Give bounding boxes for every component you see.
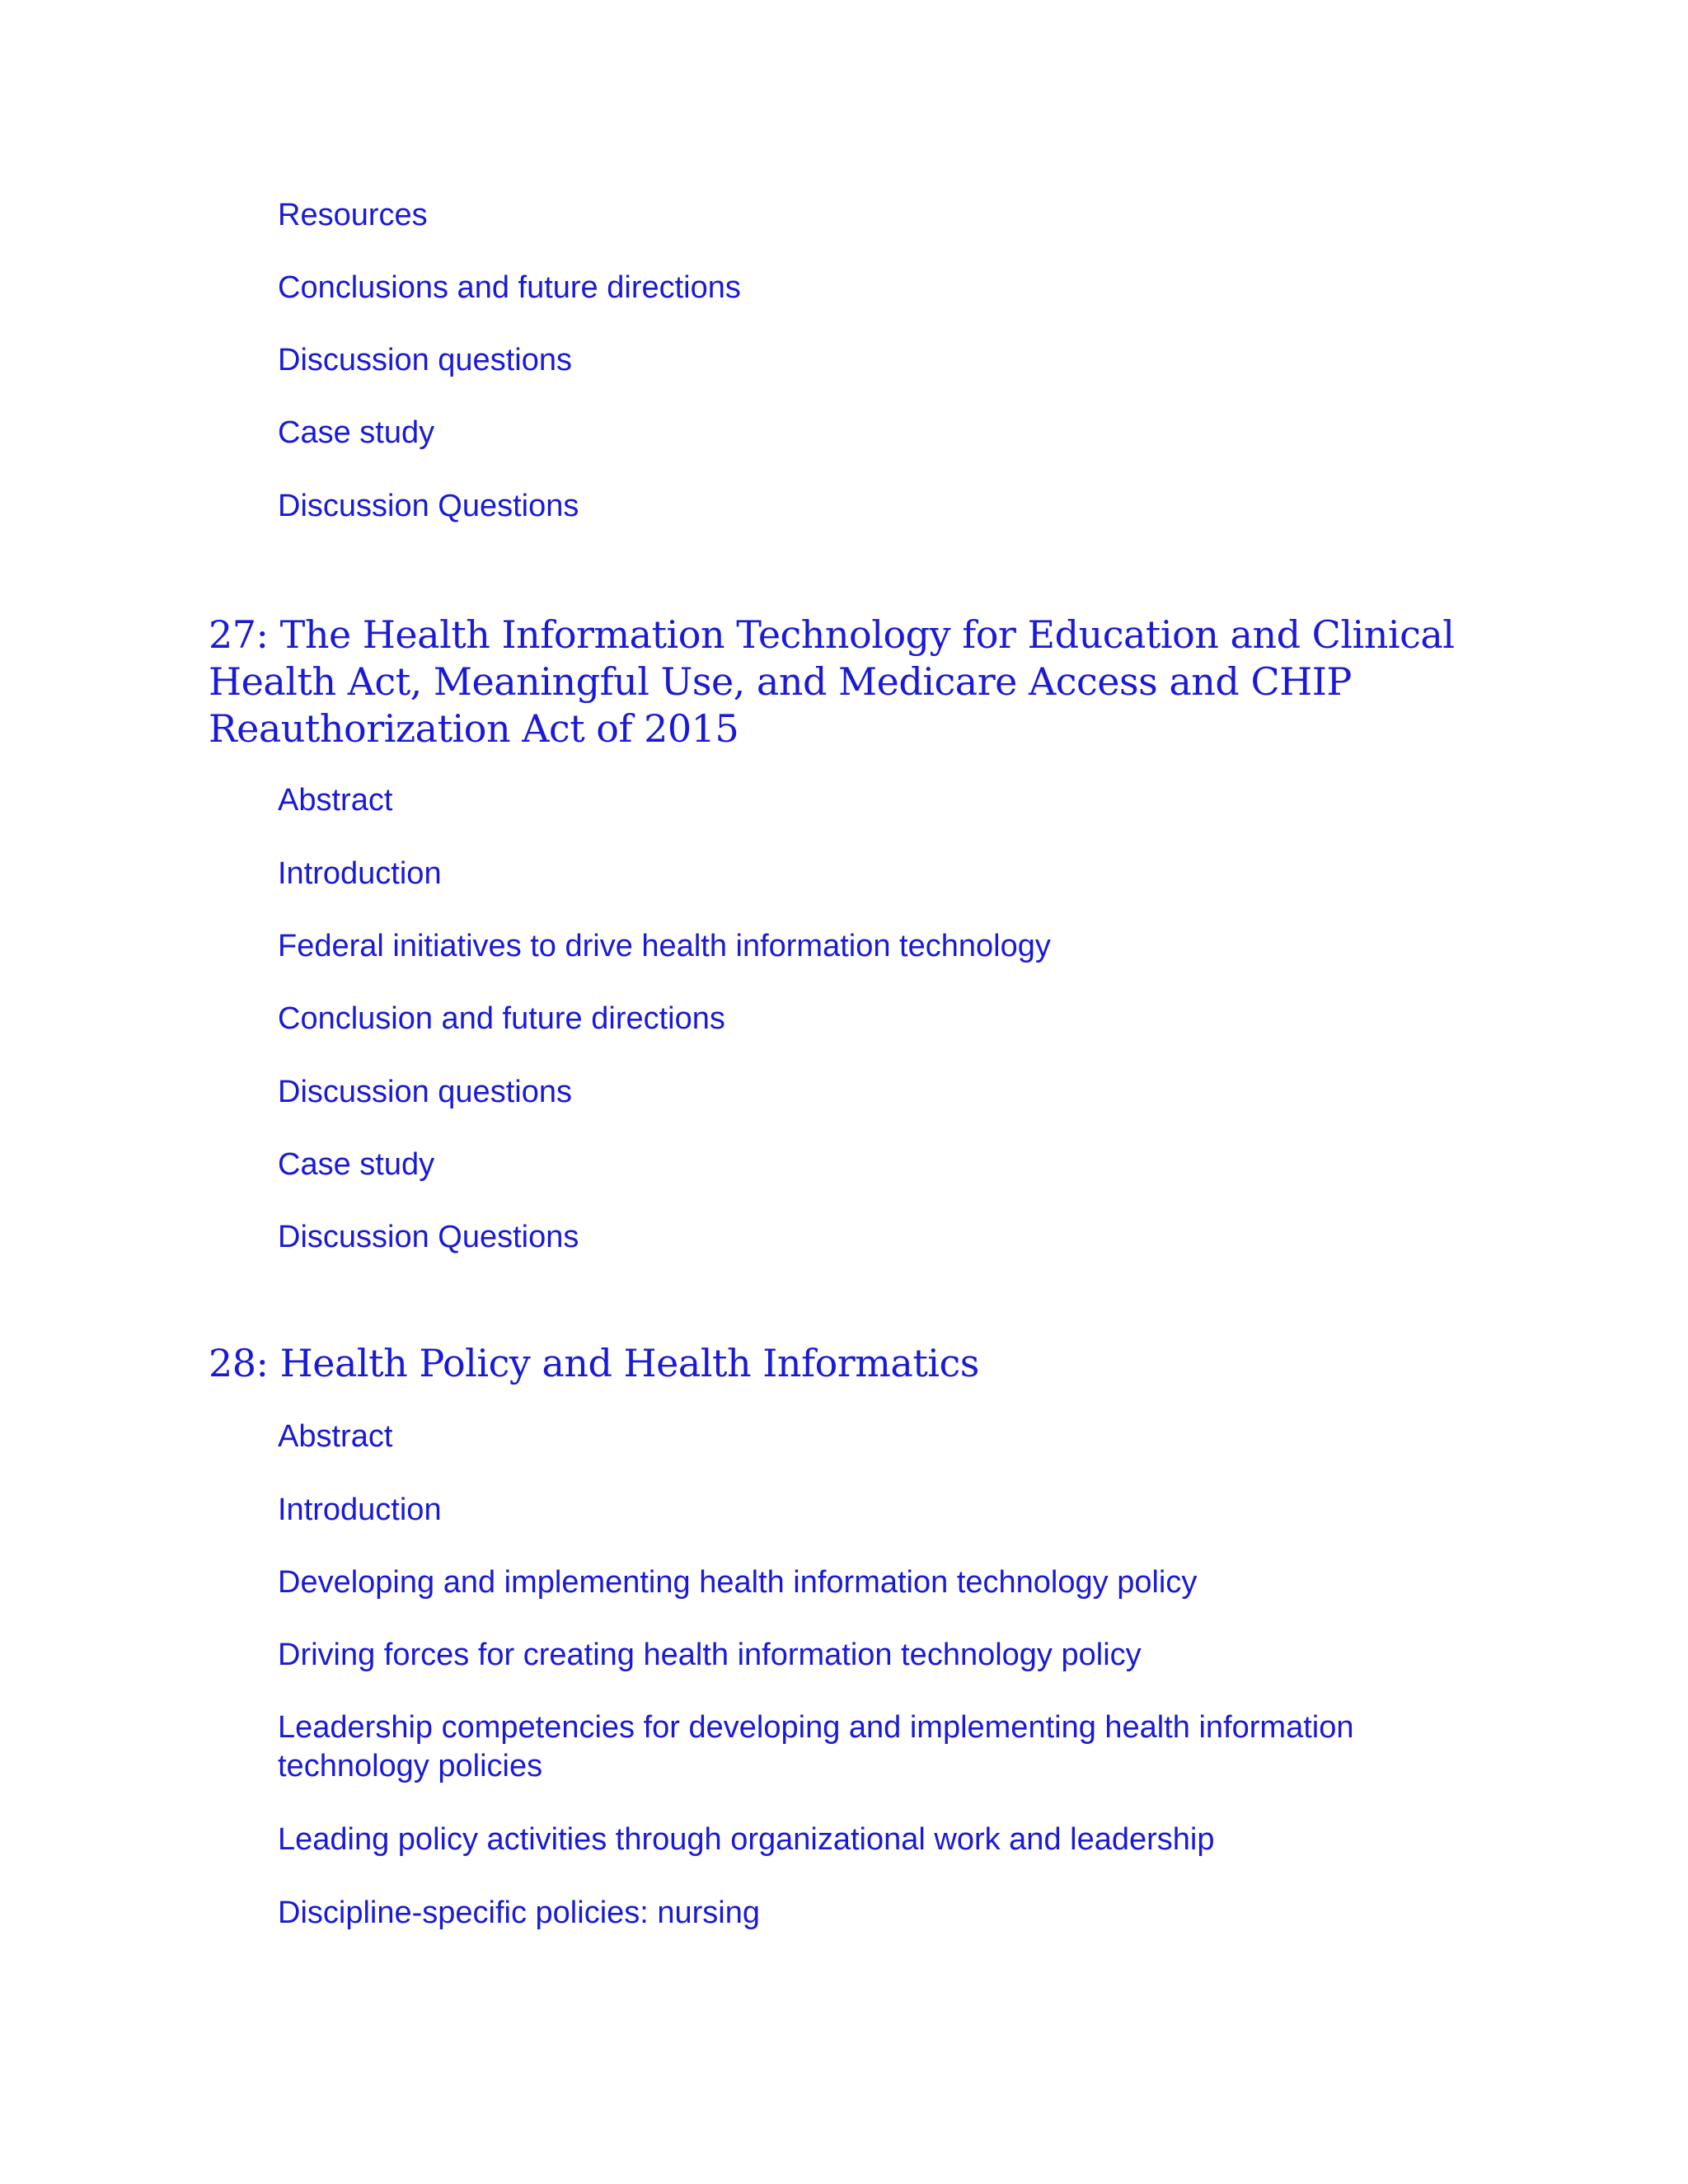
toc-ch27-conclusion[interactable]: Conclusion and future directions <box>278 1001 725 1036</box>
toc-ch28-leadership-competencies[interactable]: Leadership competencies for developing and implementing health information technology policies <box>278 1710 1354 1783</box>
toc-link-resources[interactable]: Resources <box>278 198 428 232</box>
toc-link-conclusions-future-directions[interactable]: Conclusions and future directions <box>278 270 741 305</box>
toc-ch27-introduction[interactable]: Introduction <box>278 856 442 891</box>
toc-ch28-driving-forces[interactable]: Driving forces for creating health information technology policy <box>278 1638 1142 1672</box>
toc-chapter-27-title[interactable]: 27: The Health Information Technology for Education and Clinical Health Act, Meaningful Use, and Medicare Access and CHIP Reauthorization Act of 2015 <box>209 612 1455 751</box>
toc-ch28-discipline-specific-nursing[interactable]: Discipline-specific policies: nursing <box>278 1896 761 1930</box>
toc-ch27-discussion-questions-upper[interactable]: Discussion Questions <box>278 1220 579 1254</box>
toc-link-discussion-questions[interactable]: Discussion questions <box>278 343 572 377</box>
toc-ch27-abstract[interactable]: Abstract <box>278 783 393 818</box>
toc-ch28-leading-policy-activities[interactable]: Leading policy activities through organizational work and leadership <box>278 1822 1215 1857</box>
toc-ch28-developing-policy[interactable]: Developing and implementing health information technology policy <box>278 1565 1198 1600</box>
toc-ch27-discussion-questions[interactable]: Discussion questions <box>278 1075 572 1109</box>
toc-link-discussion-questions-upper[interactable]: Discussion Questions <box>278 489 579 523</box>
toc-ch27-case-study[interactable]: Case study <box>278 1147 435 1182</box>
toc-ch28-introduction[interactable]: Introduction <box>278 1493 442 1527</box>
toc-link-case-study[interactable]: Case study <box>278 415 435 450</box>
toc-ch28-abstract[interactable]: Abstract <box>278 1419 393 1454</box>
toc-ch27-federal-initiatives[interactable]: Federal initiatives to drive health information technology <box>278 929 1051 963</box>
toc-chapter-28-title[interactable]: 28: Health Policy and Health Informatics <box>209 1341 979 1385</box>
